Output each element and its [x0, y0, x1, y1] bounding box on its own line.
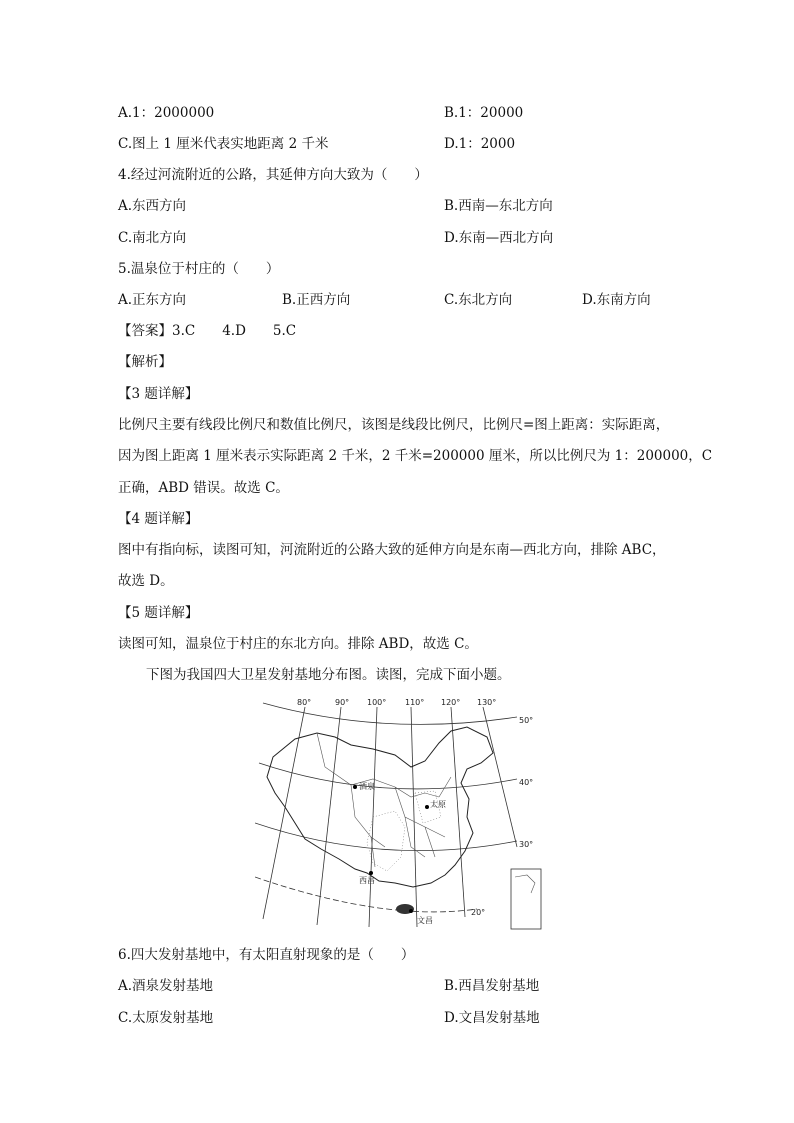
latitude-30-line — [255, 823, 517, 851]
detail3-heading: 【3 题详解】 — [118, 386, 199, 402]
q6-option-a: A.酒泉发射基地 — [118, 978, 214, 994]
longitude-120-line — [451, 707, 465, 917]
longitude-110-line — [411, 707, 417, 927]
taiyuan-site-marker — [425, 805, 429, 809]
map-intro: 下图为我国四大卫星发射基地分布图。读图，完成下面小题。 — [146, 667, 511, 683]
detail4-line2: 故选 D。 — [118, 573, 174, 589]
detail4-line1: 图中有指向标，读图可知，河流附近的公路大致的延伸方向是东南—西北方向，排除 ABC， — [118, 542, 666, 558]
q5-stem: 5.温泉位于村庄的（ ） — [118, 261, 280, 277]
longitude-label: 100° — [367, 698, 387, 707]
q3-option-d: D.1：2000 — [444, 136, 516, 152]
xichang-site-marker — [369, 871, 373, 875]
longitude-label: 80° — [297, 698, 312, 707]
q3-option-a: A.1：2000000 — [118, 105, 215, 121]
detail3-line1: 比例尺主要有线段比例尺和数值比例尺，该图是线段比例尺，比例尺=图上距离：实际距离， — [118, 417, 670, 433]
longitude-label: 90° — [335, 698, 350, 707]
latitude-label: 30° — [519, 840, 534, 849]
latitude-40-line — [259, 763, 517, 789]
longitude-90-line — [317, 707, 341, 925]
satellite-launch-base-map — [255, 697, 545, 933]
q4-option-a: A.东西方向 — [118, 198, 187, 214]
q5-option-c: C.东北方向 — [444, 292, 513, 308]
q4-option-b: B.西南—东北方向 — [444, 198, 553, 214]
latitude-label: 50° — [519, 716, 534, 725]
wenchang-site-marker — [409, 909, 413, 913]
q4-option-d: D.东南—西北方向 — [444, 230, 554, 246]
q6-stem: 6.四大发射基地中，有太阳直射现象的是（ ） — [118, 947, 415, 963]
q4-option-c: C.南北方向 — [118, 230, 187, 246]
q5-option-a: A.正东方向 — [118, 292, 187, 308]
longitude-130-line — [483, 707, 517, 847]
q6-option-c: C.太原发射基地 — [118, 1010, 214, 1026]
answer-line: 【答案】3.C 4.D 5.C — [118, 323, 297, 339]
detail3-line3: 正确，ABD 错误。故选 C。 — [118, 480, 289, 496]
q3-option-c: C.图上 1 厘米代表实地距离 2 千米 — [118, 136, 329, 152]
longitude-label: 110° — [405, 698, 425, 707]
site-label-taiyuan: 太原 — [430, 800, 446, 809]
longitude-label: 130° — [477, 698, 497, 707]
detail5-heading: 【5 题详解】 — [118, 605, 199, 621]
longitude-label: 120° — [441, 698, 461, 707]
china-outline — [267, 727, 493, 887]
jiuquan-site-marker — [353, 785, 357, 789]
site-label-wenchang: 文昌 — [417, 916, 433, 925]
q6-option-d: D.文昌发射基地 — [444, 1010, 540, 1026]
analysis-heading: 【解析】 — [118, 354, 172, 370]
site-label-jiuquan: 酒泉 — [359, 782, 375, 791]
latitude-label: 20° — [471, 908, 486, 917]
latitude-label: 40° — [519, 778, 534, 787]
site-label-xichang: 西昌 — [359, 876, 375, 885]
longitude-80-line — [263, 707, 305, 919]
q5-option-d: D.东南方向 — [582, 292, 651, 308]
q3-option-b: B.1：20000 — [444, 105, 524, 121]
q5-option-b: B.正西方向 — [282, 292, 351, 308]
q6-option-b: B.西昌发射基地 — [444, 978, 540, 994]
south-sea-inset — [511, 869, 541, 929]
detail5-line1: 读图可知，温泉位于村庄的东北方向。排除 ABD，故选 C。 — [118, 636, 478, 652]
detail3-line2: 因为图上距离 1 厘米表示实际距离 2 千米，2 千米=200000 厘米，所以比例尺为 1：200000，C — [118, 448, 713, 464]
q4-stem: 4.经过河流附近的公路，其延伸方向大致为（ ） — [118, 167, 428, 183]
detail4-heading: 【4 题详解】 — [118, 511, 199, 527]
